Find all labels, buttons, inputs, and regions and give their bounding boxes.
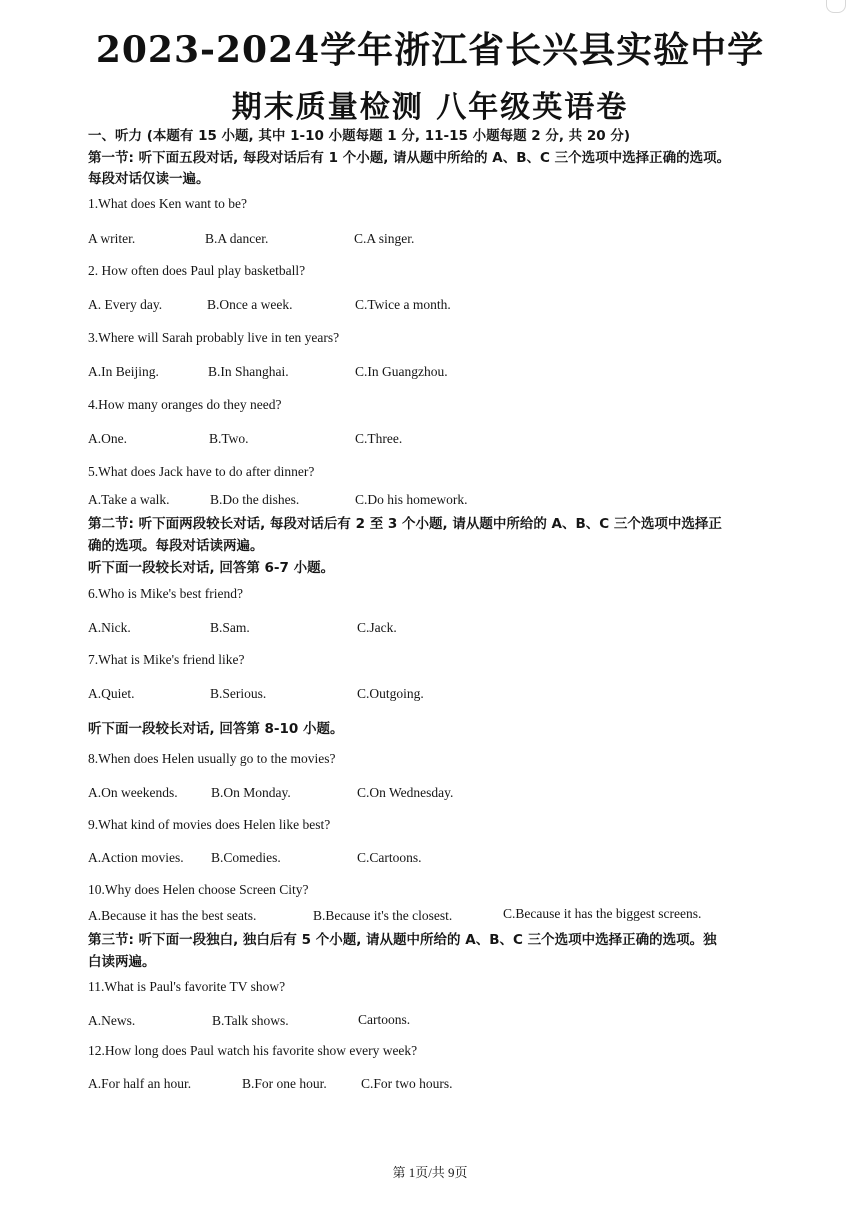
question-6: 6.Who is Mike's best friend? — [88, 586, 244, 601]
q1-option-a: A writer. — [88, 231, 136, 246]
q2-option-a: A. Every day. — [88, 297, 163, 312]
q5-option-b: B.Do the dishes. — [210, 492, 300, 507]
q7-option-c: C.Outgoing. — [357, 686, 424, 701]
question-7: 7.What is Mike's friend like? — [88, 652, 245, 667]
section2-instruction: 第二节: 听下面两段较长对话, 每段对话后有 2 至 3 个小题, 请从题中所给的 A、B、C 三个选项中选择正 — [88, 516, 722, 532]
question-1: 1.What does Ken want to be? — [88, 196, 247, 211]
question-12: 12.How long does Paul watch his favorite show every week? — [88, 1043, 418, 1058]
q7-option-a: A.Quiet. — [88, 686, 135, 701]
section3-instruction-cont: 白读两遍。 — [88, 954, 156, 970]
q7-option-b: B.Serious. — [210, 686, 267, 701]
question-2: 2. How often does Paul play basketball? — [88, 263, 306, 278]
q5-option-c: C.Do his homework. — [355, 492, 468, 507]
q4-option-b: B.Two. — [209, 431, 249, 446]
q4-option-a: A.One. — [88, 431, 127, 446]
q10-option-b: B.Because it's the closest. — [313, 908, 453, 923]
q9-option-c: C.Cartoons. — [357, 850, 422, 865]
q1-option-b: B.A dancer. — [205, 231, 269, 246]
q11-option-b: B.Talk shows. — [212, 1013, 289, 1028]
q8-option-c: C.On Wednesday. — [357, 785, 454, 800]
q6-option-a: A.Nick. — [88, 620, 131, 635]
title-line-1: 2023-2024学年浙江省长兴县实验中学 — [95, 29, 765, 71]
q5-option-a: A.Take a walk. — [88, 492, 170, 507]
page-number-footer: 第 1页/共 9页 — [392, 1165, 468, 1180]
dialog-2-instruction: 听下面一段较长对话, 回答第 8-10 小题。 — [88, 721, 344, 737]
q3-option-b: B.In Shanghai. — [208, 364, 289, 379]
q2-option-b: B.Once a week. — [207, 297, 293, 312]
q12-option-c: C.For two hours. — [361, 1076, 453, 1091]
question-3: 3.Where will Sarah probably live in ten years? — [88, 330, 340, 345]
section2-instruction-cont: 确的选项。每段对话读两遍。 — [88, 538, 264, 554]
q10-option-a: A.Because it has the best seats. — [88, 908, 257, 923]
q9-option-a: A.Action movies. — [88, 850, 184, 865]
q11-option-a: A.News. — [88, 1013, 136, 1028]
q12-option-a: A.For half an hour. — [88, 1076, 192, 1091]
page-corner-mark — [826, 0, 846, 13]
q2-option-c: C.Twice a month. — [355, 297, 451, 312]
q11-option-c: Cartoons. — [358, 1012, 411, 1027]
section1-instruction-cont: 每段对话仅读一遍。 — [88, 171, 210, 187]
q3-option-a: A.In Beijing. — [88, 364, 159, 379]
question-8: 8.When does Helen usually go to the movies? — [88, 751, 336, 766]
q8-option-b: B.On Monday. — [211, 785, 291, 800]
q6-option-c: C.Jack. — [357, 620, 397, 635]
q4-option-c: C.Three. — [355, 431, 403, 446]
title-line-2: 期末质量检测 八年级英语卷 — [231, 90, 629, 125]
section1-instruction: 第一节: 听下面五段对话, 每段对话后有 1 个小题, 请从题中所给的 A、B、C 三个选项中选择正确的选项。 — [88, 150, 731, 166]
question-9: 9.What kind of movies does Helen like best? — [88, 817, 331, 832]
question-5: 5.What does Jack have to do after dinner? — [88, 464, 315, 479]
section3-instruction: 第三节: 听下面一段独白, 独白后有 5 个小题, 请从题中所给的 A、B、C 三个选项中选择正确的选项。独 — [88, 932, 717, 948]
q12-option-b: B.For one hour. — [242, 1076, 327, 1091]
question-11: 11.What is Paul's favorite TV show? — [88, 979, 286, 994]
q10-option-c: C.Because it has the biggest screens. — [503, 906, 702, 921]
q9-option-b: B.Comedies. — [211, 850, 281, 865]
dialog-1-instruction: 听下面一段较长对话, 回答第 6-7 小题。 — [88, 560, 335, 576]
part1-heading: 一、听力 (本题有 15 小题, 其中 1-10 小题每题 1 分, 11-15 小题每题 2 分, 共 20 分) — [88, 128, 631, 144]
question-4: 4.How many oranges do they need? — [88, 397, 282, 412]
question-10: 10.Why does Helen choose Screen City? — [88, 882, 309, 897]
q1-option-c: C.A singer. — [354, 231, 415, 246]
q8-option-a: A.On weekends. — [88, 785, 178, 800]
q3-option-c: C.In Guangzhou. — [355, 364, 448, 379]
q6-option-b: B.Sam. — [210, 620, 250, 635]
